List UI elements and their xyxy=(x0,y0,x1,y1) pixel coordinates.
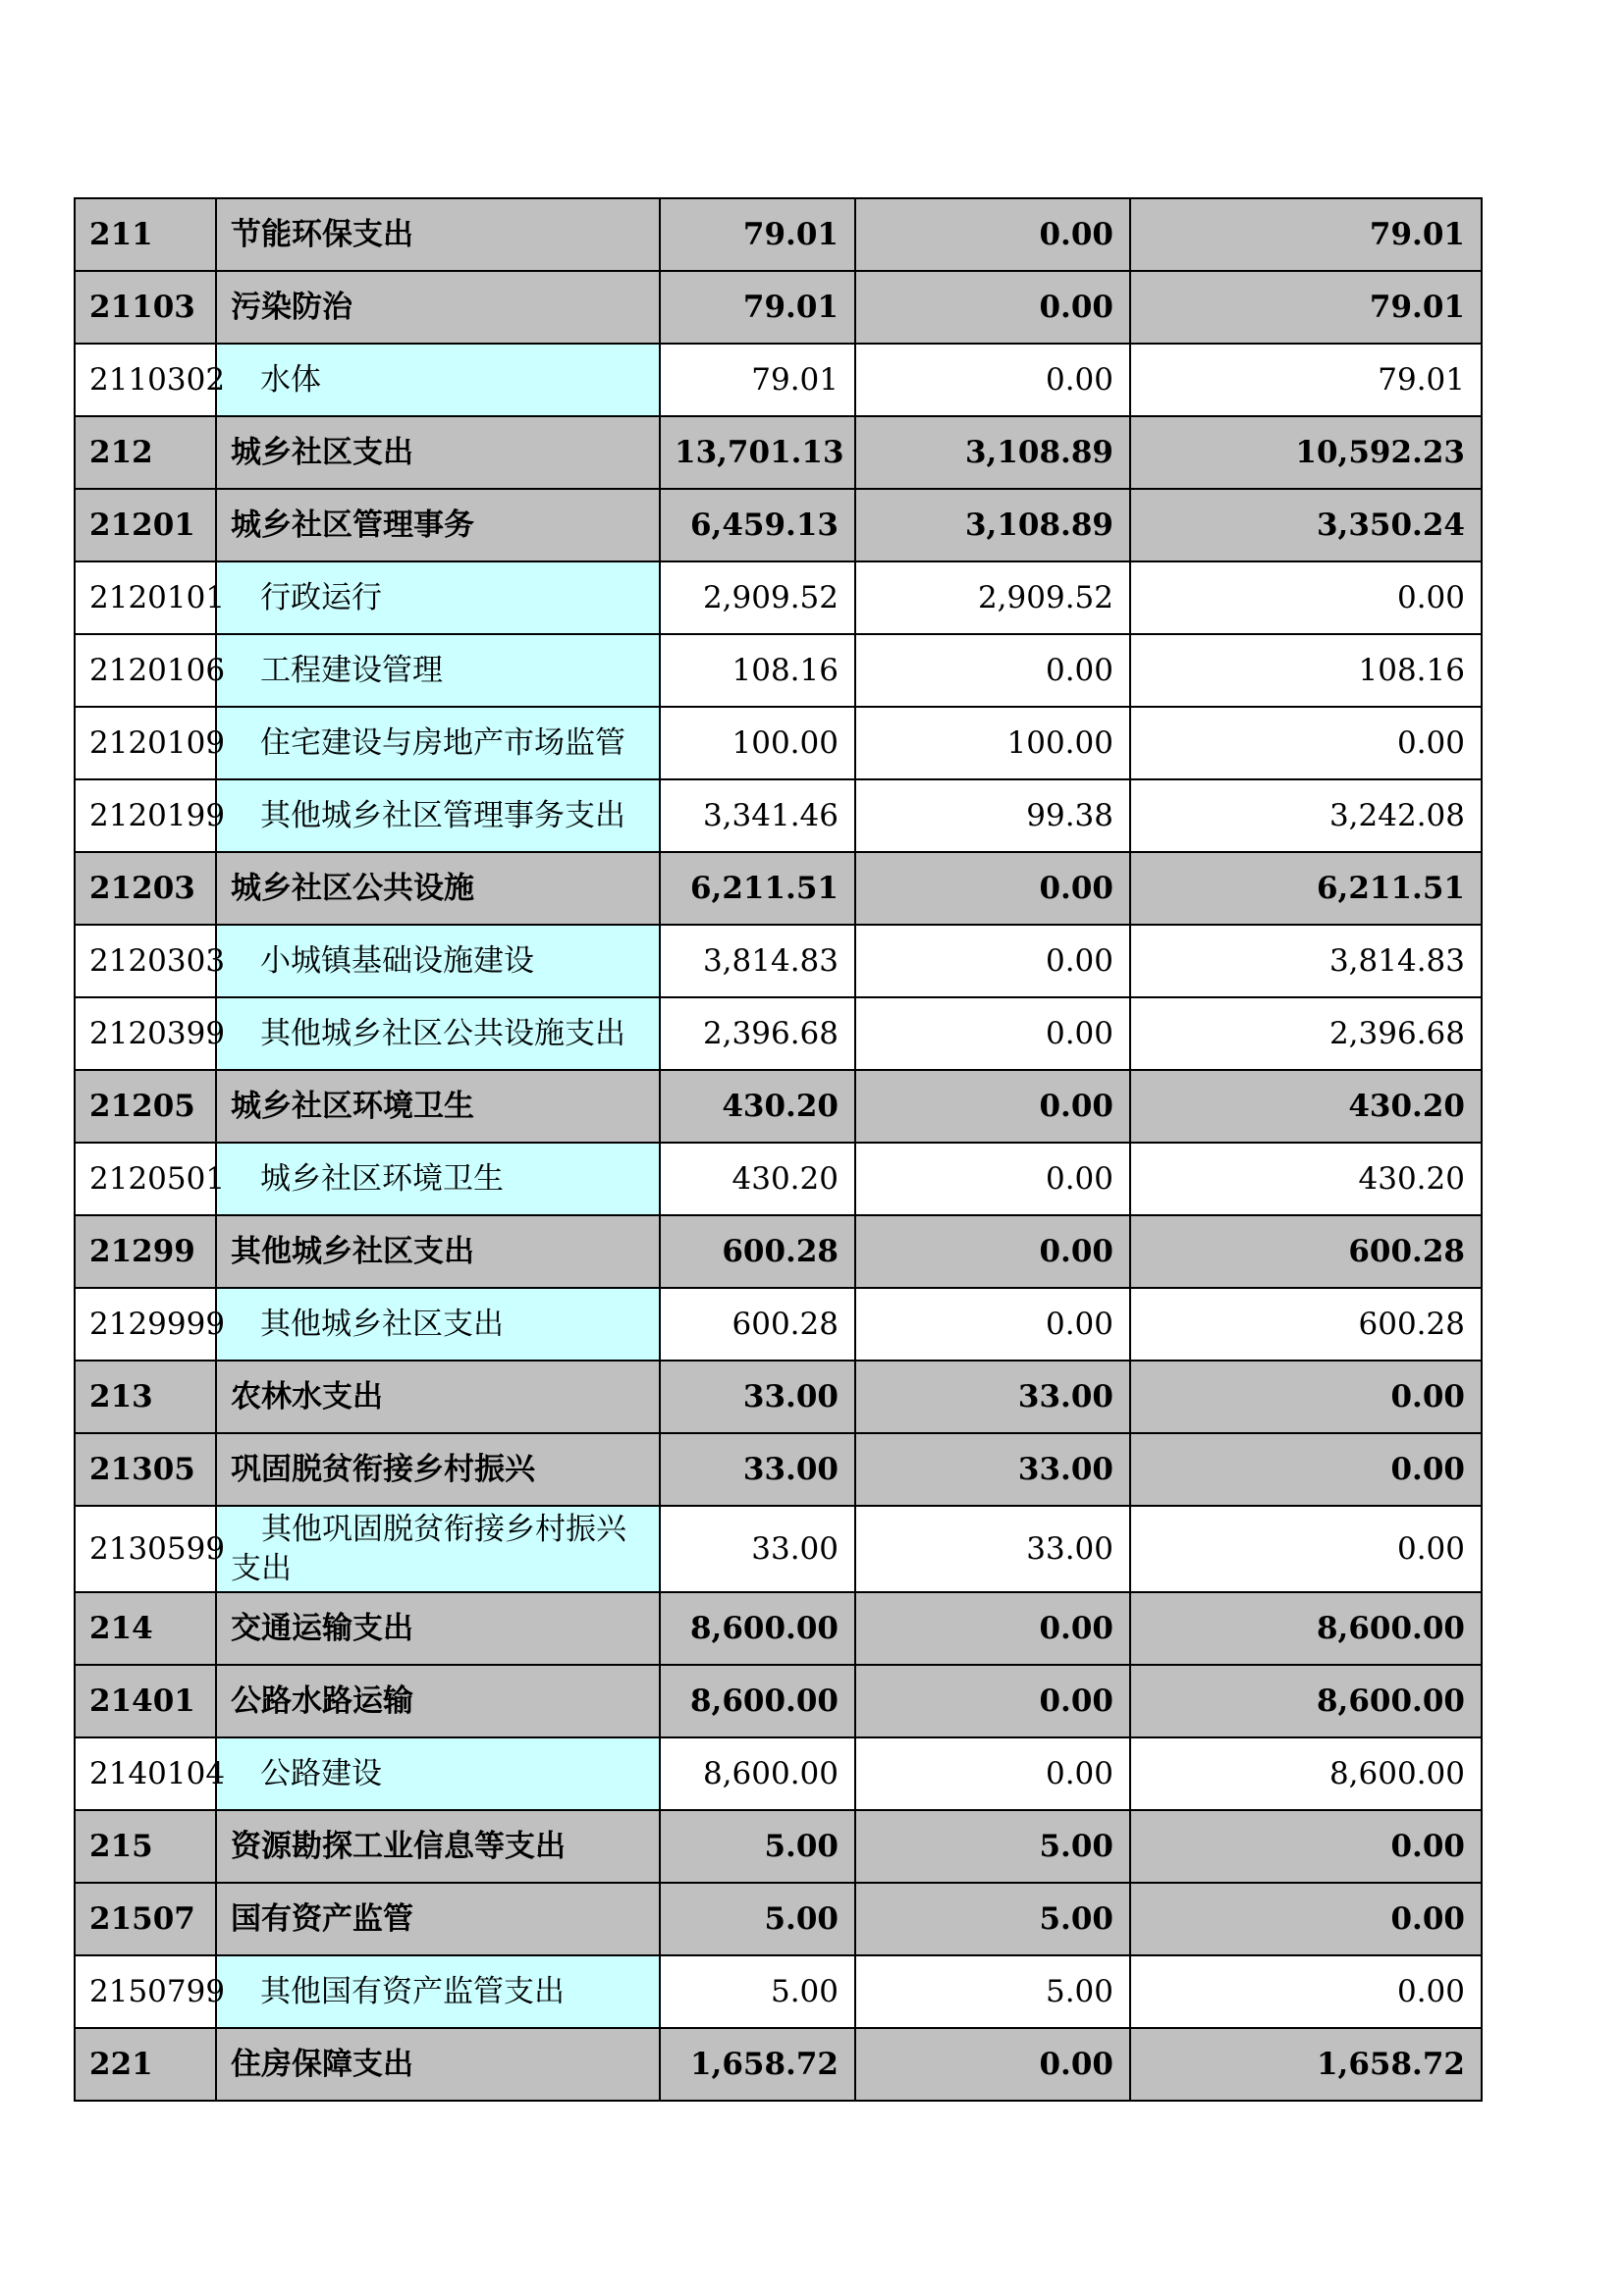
project-cell: 0.00 xyxy=(1130,1361,1482,1433)
item-row xyxy=(75,1955,1482,2028)
category-row xyxy=(75,852,1482,925)
name-text: 公路建设 xyxy=(260,1755,382,1791)
project-cell: 600.28 xyxy=(1130,1288,1482,1361)
total-cell: 6,459.13 xyxy=(660,489,855,561)
item-row xyxy=(75,1288,1482,1361)
category-row xyxy=(75,198,1482,271)
name-text: 住房保障支出 xyxy=(231,2046,413,2082)
basic-cell: 0.00 xyxy=(855,271,1130,344)
project-cell: 8,600.00 xyxy=(1130,1592,1482,1665)
project-cell: 2,396.68 xyxy=(1130,997,1482,1070)
budget-table-body xyxy=(75,198,1482,2101)
name-cell xyxy=(216,1955,660,2028)
total-cell: 100.00 xyxy=(660,707,855,779)
project-cell: 0.00 xyxy=(1130,561,1482,634)
total-cell: 2,396.68 xyxy=(660,997,855,1070)
code-cell: 213 xyxy=(75,1361,216,1433)
total-cell: 5.00 xyxy=(660,1883,855,1955)
category-row xyxy=(75,1215,1482,1288)
total-cell: 3,814.83 xyxy=(660,925,855,997)
basic-cell: 0.00 xyxy=(855,1143,1130,1215)
category-row xyxy=(75,1592,1482,1665)
basic-cell: 0.00 xyxy=(855,1592,1130,1665)
project-cell: 0.00 xyxy=(1130,1883,1482,1955)
item-row xyxy=(75,707,1482,779)
name-cell xyxy=(216,1506,660,1592)
name-cell xyxy=(216,997,660,1070)
name-cell xyxy=(216,271,660,344)
basic-cell: 0.00 xyxy=(855,925,1130,997)
name-text: 公路水路运输 xyxy=(231,1682,413,1719)
project-cell: 3,814.83 xyxy=(1130,925,1482,997)
name-text: 其他城乡社区支出 xyxy=(260,1306,504,1342)
total-cell: 8,600.00 xyxy=(660,1737,855,1810)
basic-cell: 33.00 xyxy=(855,1361,1130,1433)
name-cell xyxy=(216,416,660,489)
name-text: 污染防治 xyxy=(231,289,352,325)
total-cell: 8,600.00 xyxy=(660,1665,855,1737)
total-cell: 33.00 xyxy=(660,1361,855,1433)
code-cell: 21507 xyxy=(75,1883,216,1955)
project-cell: 430.20 xyxy=(1130,1070,1482,1143)
project-cell: 79.01 xyxy=(1130,271,1482,344)
project-cell: 10,592.23 xyxy=(1130,416,1482,489)
code-cell: 2120501 xyxy=(75,1143,216,1215)
name-cell xyxy=(216,1810,660,1883)
total-cell: 33.00 xyxy=(660,1506,855,1592)
basic-cell: 0.00 xyxy=(855,2028,1130,2101)
total-cell: 79.01 xyxy=(660,344,855,416)
item-row xyxy=(75,1143,1482,1215)
total-cell: 6,211.51 xyxy=(660,852,855,925)
category-row xyxy=(75,1433,1482,1506)
total-cell: 600.28 xyxy=(660,1215,855,1288)
project-cell: 430.20 xyxy=(1130,1143,1482,1215)
category-row xyxy=(75,489,1482,561)
category-row xyxy=(75,1810,1482,1883)
code-cell: 2120399 xyxy=(75,997,216,1070)
name-text: 节能环保支出 xyxy=(231,216,413,252)
project-cell: 79.01 xyxy=(1130,344,1482,416)
name-cell xyxy=(216,852,660,925)
basic-cell: 3,108.89 xyxy=(855,489,1130,561)
name-text: 城乡社区支出 xyxy=(231,434,413,470)
project-cell: 79.01 xyxy=(1130,198,1482,271)
total-cell: 33.00 xyxy=(660,1433,855,1506)
name-text: 城乡社区公共设施 xyxy=(231,870,474,906)
name-text: 其他城乡社区公共设施支出 xyxy=(260,1015,625,1051)
basic-cell: 0.00 xyxy=(855,1737,1130,1810)
code-cell: 215 xyxy=(75,1810,216,1883)
name-text: 其他城乡社区支出 xyxy=(231,1233,474,1269)
code-cell: 21205 xyxy=(75,1070,216,1143)
basic-cell: 0.00 xyxy=(855,198,1130,271)
project-cell: 0.00 xyxy=(1130,707,1482,779)
name-text: 小城镇基础设施建设 xyxy=(260,942,534,979)
name-cell xyxy=(216,198,660,271)
name-text: 工程建设管理 xyxy=(260,652,443,688)
name-cell xyxy=(216,344,660,416)
code-cell: 21203 xyxy=(75,852,216,925)
total-cell: 8,600.00 xyxy=(660,1592,855,1665)
code-cell: 212 xyxy=(75,416,216,489)
code-cell: 21103 xyxy=(75,271,216,344)
project-cell: 3,242.08 xyxy=(1130,779,1482,852)
total-cell: 79.01 xyxy=(660,271,855,344)
category-row xyxy=(75,2028,1482,2101)
total-cell: 5.00 xyxy=(660,1955,855,2028)
total-cell: 600.28 xyxy=(660,1288,855,1361)
name-cell xyxy=(216,1433,660,1506)
name-cell xyxy=(216,634,660,707)
total-cell: 2,909.52 xyxy=(660,561,855,634)
basic-cell: 0.00 xyxy=(855,1665,1130,1737)
code-cell: 211 xyxy=(75,198,216,271)
project-cell: 0.00 xyxy=(1130,1955,1482,2028)
name-text: 城乡社区环境卫生 xyxy=(260,1160,504,1197)
project-cell: 8,600.00 xyxy=(1130,1665,1482,1737)
total-cell: 79.01 xyxy=(660,198,855,271)
name-text: 国有资产监管 xyxy=(231,1900,413,1937)
basic-cell: 0.00 xyxy=(855,997,1130,1070)
name-text: 资源勘探工业信息等支出 xyxy=(231,1828,566,1864)
code-cell: 2140104 xyxy=(75,1737,216,1810)
project-cell: 600.28 xyxy=(1130,1215,1482,1288)
code-cell: 21305 xyxy=(75,1433,216,1506)
name-cell xyxy=(216,561,660,634)
basic-cell: 0.00 xyxy=(855,1215,1130,1288)
code-cell: 2129999 xyxy=(75,1288,216,1361)
name-text: 住宅建设与房地产市场监管 xyxy=(260,724,625,761)
name-text: 城乡社区环境卫生 xyxy=(231,1088,474,1124)
code-cell: 2120109 xyxy=(75,707,216,779)
project-cell: 0.00 xyxy=(1130,1506,1482,1592)
name-text: 其他巩固脱贫衔接乡村振兴支出 xyxy=(231,1511,626,1586)
code-cell: 2150799 xyxy=(75,1955,216,2028)
item-row xyxy=(75,561,1482,634)
name-cell xyxy=(216,1883,660,1955)
basic-cell: 5.00 xyxy=(855,1955,1130,2028)
item-row xyxy=(75,344,1482,416)
code-cell: 2120199 xyxy=(75,779,216,852)
basic-cell: 33.00 xyxy=(855,1506,1130,1592)
name-cell xyxy=(216,925,660,997)
name-cell xyxy=(216,2028,660,2101)
basic-cell: 0.00 xyxy=(855,634,1130,707)
name-text: 城乡社区管理事务 xyxy=(231,507,474,543)
project-cell: 1,658.72 xyxy=(1130,2028,1482,2101)
item-row xyxy=(75,634,1482,707)
basic-cell: 33.00 xyxy=(855,1433,1130,1506)
project-cell: 108.16 xyxy=(1130,634,1482,707)
name-cell xyxy=(216,489,660,561)
basic-cell: 5.00 xyxy=(855,1883,1130,1955)
name-cell xyxy=(216,779,660,852)
name-cell xyxy=(216,1737,660,1810)
code-cell: 21201 xyxy=(75,489,216,561)
basic-cell: 0.00 xyxy=(855,852,1130,925)
basic-cell: 2,909.52 xyxy=(855,561,1130,634)
category-row xyxy=(75,1361,1482,1433)
category-row xyxy=(75,1070,1482,1143)
category-row xyxy=(75,1883,1482,1955)
code-cell: 2110302 xyxy=(75,344,216,416)
category-row xyxy=(75,416,1482,489)
basic-cell: 0.00 xyxy=(855,1288,1130,1361)
category-row xyxy=(75,1665,1482,1737)
code-cell: 2120106 xyxy=(75,634,216,707)
code-cell: 21401 xyxy=(75,1665,216,1737)
basic-cell: 5.00 xyxy=(855,1810,1130,1883)
name-text: 巩固脱贫衔接乡村振兴 xyxy=(231,1451,535,1487)
name-cell xyxy=(216,1143,660,1215)
name-text: 其他国有资产监管支出 xyxy=(260,1973,565,2009)
name-cell xyxy=(216,1592,660,1665)
name-cell xyxy=(216,707,660,779)
total-cell: 430.20 xyxy=(660,1143,855,1215)
code-cell: 21299 xyxy=(75,1215,216,1288)
name-cell xyxy=(216,1288,660,1361)
basic-cell: 99.38 xyxy=(855,779,1130,852)
name-text: 农林水支出 xyxy=(231,1378,383,1415)
name-text: 其他城乡社区管理事务支出 xyxy=(260,797,625,833)
code-cell: 2120303 xyxy=(75,925,216,997)
total-cell: 1,658.72 xyxy=(660,2028,855,2101)
name-cell xyxy=(216,1361,660,1433)
item-row xyxy=(75,1737,1482,1810)
code-cell: 221 xyxy=(75,2028,216,2101)
basic-cell: 3,108.89 xyxy=(855,416,1130,489)
code-cell: 2130599 xyxy=(75,1506,216,1592)
item-row xyxy=(75,997,1482,1070)
name-text: 交通运输支出 xyxy=(231,1610,413,1646)
code-cell: 214 xyxy=(75,1592,216,1665)
code-cell: 2120101 xyxy=(75,561,216,634)
project-cell: 8,600.00 xyxy=(1130,1737,1482,1810)
basic-cell: 100.00 xyxy=(855,707,1130,779)
name-cell xyxy=(216,1665,660,1737)
total-cell: 3,341.46 xyxy=(660,779,855,852)
total-cell: 5.00 xyxy=(660,1810,855,1883)
budget-table xyxy=(74,197,1483,2102)
name-text: 行政运行 xyxy=(260,579,382,615)
item-row xyxy=(75,779,1482,852)
project-cell: 0.00 xyxy=(1130,1433,1482,1506)
basic-cell: 0.00 xyxy=(855,1070,1130,1143)
name-cell xyxy=(216,1215,660,1288)
name-cell xyxy=(216,1070,660,1143)
project-cell: 6,211.51 xyxy=(1130,852,1482,925)
category-row xyxy=(75,271,1482,344)
total-cell: 430.20 xyxy=(660,1070,855,1143)
total-cell: 13,701.13 xyxy=(660,416,855,489)
name-text: 水体 xyxy=(260,361,321,398)
basic-cell: 0.00 xyxy=(855,344,1130,416)
item-row xyxy=(75,925,1482,997)
project-cell: 3,350.24 xyxy=(1130,489,1482,561)
item-row xyxy=(75,1506,1482,1592)
project-cell: 0.00 xyxy=(1130,1810,1482,1883)
total-cell: 108.16 xyxy=(660,634,855,707)
